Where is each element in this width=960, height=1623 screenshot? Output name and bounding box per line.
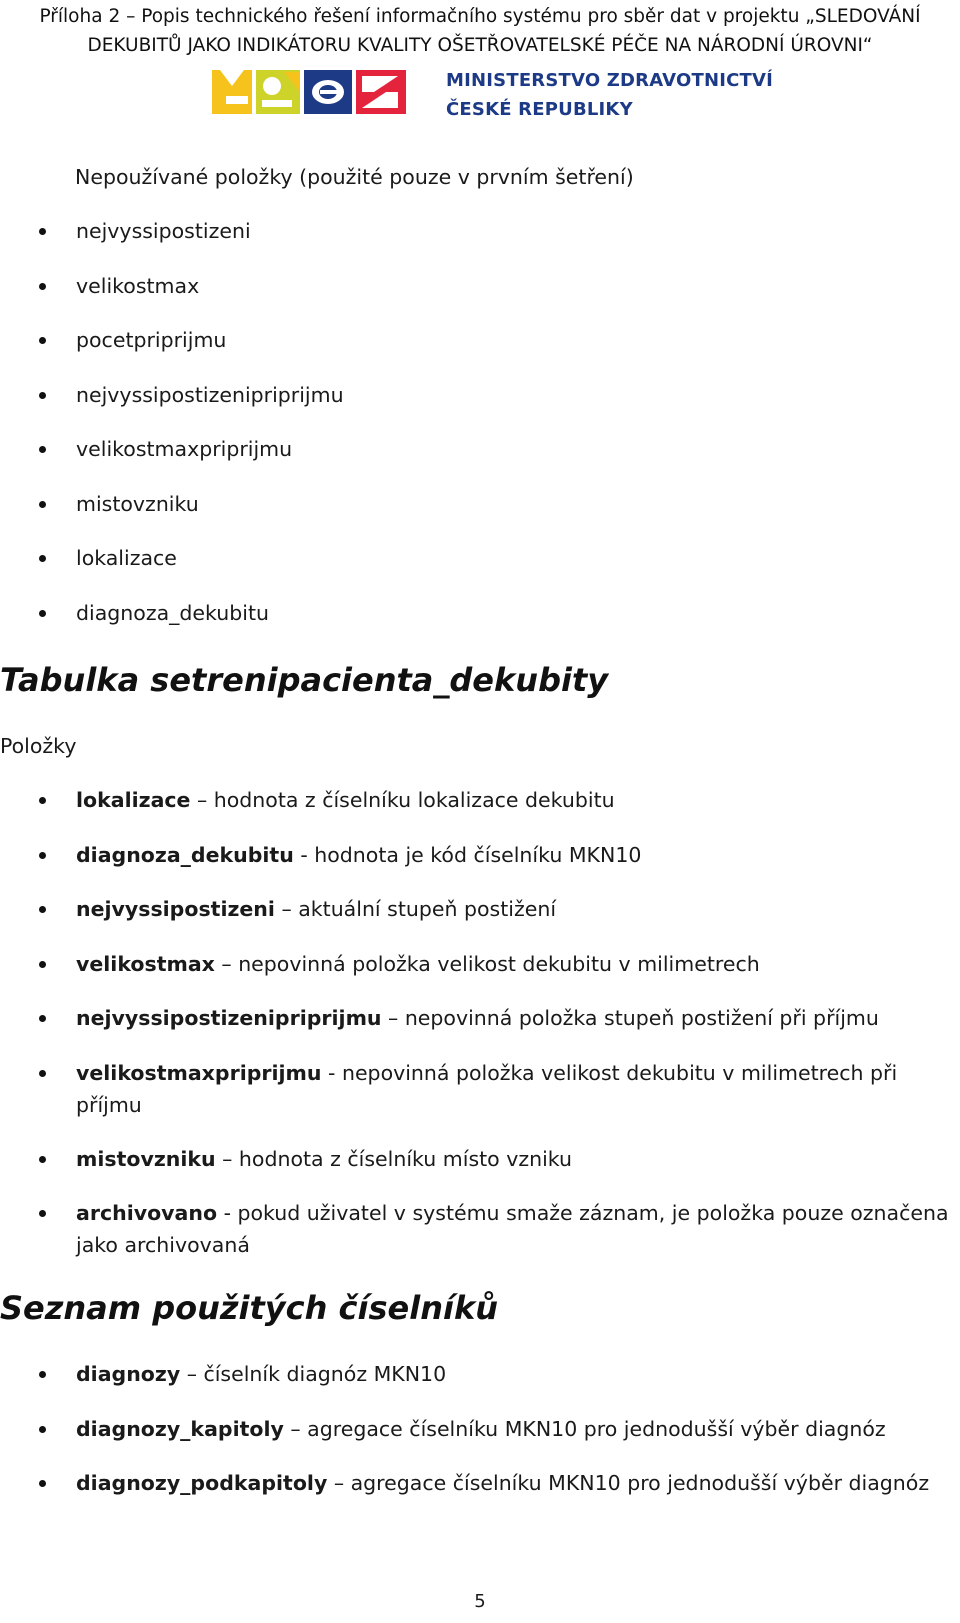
- item-description: - hodnota je kód číselníku MKN10: [293, 842, 642, 867]
- item-description: – agregace číselníku MKN10 pro jednodušší výběr diagnóz: [283, 1416, 886, 1441]
- item-term: diagnozy_podkapitoly: [76, 1471, 328, 1495]
- list-item: [0, 1358, 960, 1390]
- item-term: lokalizace: [76, 788, 191, 812]
- list-item: nejvyssipostizeni: [0, 215, 960, 247]
- list-item: [0, 784, 960, 816]
- item-term: velikostmaxpriprijmu: [76, 1060, 322, 1085]
- header-line-2: DEKUBITŮ JAKO INDIKÁTORU KVALITY OŠETŘOVATELSKÉ PÉČE NA NÁRODNÍ ÚROVNI“: [87, 35, 873, 56]
- item-term: nejvyssipostizenipriprijmu: [76, 1006, 382, 1030]
- codebook-section-heading: Seznam použitých číselníků: [0, 1289, 499, 1327]
- list-item: [0, 1413, 960, 1445]
- table-section-heading: Tabulka setrenipacienta_dekubity: [0, 661, 609, 699]
- list-item: [0, 1467, 960, 1499]
- logo-org-line-2: ČESKÉ REPUBLIKY: [446, 99, 633, 120]
- item-description: - pokud uživatel v systému smaže záznam, je položka pouze označena jako archivovaná: [76, 1201, 949, 1257]
- item-description: – hodnota z číselníku lokalizace dekubitu: [190, 788, 615, 812]
- list-item: [0, 893, 960, 925]
- logo-org-name: [446, 66, 773, 124]
- item-description: – nepovinná položka velikost dekubitu v milimetrech: [214, 951, 760, 976]
- list-item: velikostmax: [0, 270, 960, 302]
- unused-items-title: Nepoužívané položky (použité pouze v prvním šetření): [75, 165, 634, 189]
- logo-emblem-icon: [212, 66, 412, 118]
- item-description: – aktuální stupeň postižení: [274, 897, 557, 921]
- items-label: Položky: [0, 734, 77, 758]
- list-item: velikostmaxpriprijmu: [0, 433, 960, 465]
- item-term: mistovzniku: [76, 1146, 216, 1171]
- item-term: velikostmax: [76, 951, 215, 976]
- ministry-logo: [212, 64, 772, 124]
- list-item: diagnoza_dekubitu: [0, 597, 960, 629]
- logo-org-line-1: MINISTERSTVO ZDRAVOTNICTVÍ: [446, 70, 774, 91]
- item-description: – číselník diagnóz MKN10: [180, 1362, 447, 1386]
- list-item: nejvyssipostizenipriprijmu: [0, 379, 960, 411]
- header-line-1: Příloha 2 – Popis technického řešení informačního systému pro sběr dat v projektu „SLEDOVÁNÍ: [39, 6, 921, 27]
- list-item: [0, 839, 960, 871]
- list-item: mistovzniku: [0, 488, 960, 520]
- item-description: - nepovinná položka velikost dekubitu v milimetrech při příjmu: [76, 1060, 898, 1117]
- page-header: [0, 2, 960, 60]
- codebook-items-list: [0, 1358, 960, 1522]
- logo-lime-circle: [263, 77, 281, 95]
- logo-lime-bar: [262, 100, 292, 107]
- list-item: pocetpriprijmu: [0, 324, 960, 356]
- list-item: [0, 948, 960, 980]
- item-description: – hodnota z číselníku místo vzniku: [215, 1146, 573, 1171]
- list-item: [0, 1002, 960, 1034]
- unused-items-list: [0, 215, 960, 651]
- item-term: diagnozy: [76, 1362, 181, 1386]
- table-items-list: [0, 784, 960, 1283]
- item-term: archivovano: [76, 1201, 218, 1225]
- item-description: – nepovinná položka stupeň postižení při příjmu: [381, 1006, 879, 1030]
- list-item: [0, 1143, 960, 1175]
- logo-navy-bar: [320, 90, 340, 94]
- item-term: diagnoza_dekubitu: [76, 842, 294, 867]
- item-description: – agregace číselníku MKN10 pro jednodušší výběr diagnóz: [327, 1471, 930, 1495]
- logo-yellow-bar: [226, 96, 248, 104]
- list-item: lokalizace: [0, 542, 960, 574]
- list-item: [0, 1197, 960, 1261]
- page-number: 5: [474, 1591, 486, 1612]
- list-item: [0, 1057, 960, 1121]
- item-term: nejvyssipostizeni: [76, 897, 275, 921]
- item-term: diagnozy_kapitoly: [76, 1416, 284, 1441]
